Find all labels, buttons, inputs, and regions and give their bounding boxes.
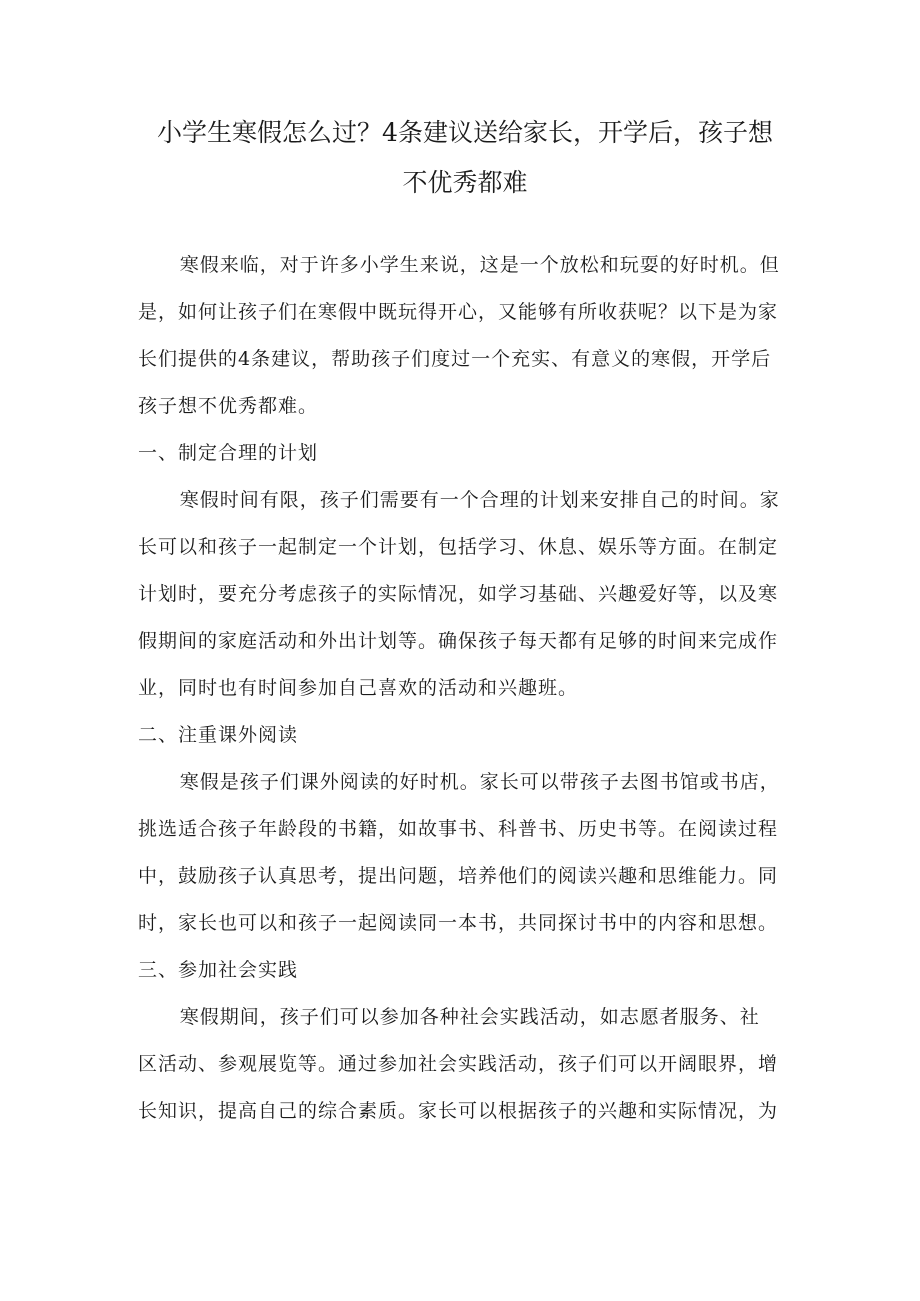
title-line-1: 小学生寒假怎么过？4条建议送给家长，开学后，孩子想: [157, 118, 773, 147]
paragraph-line: 寒假期间，孩子们可以参加各种社会实践活动，如志愿者服务、社: [179, 1006, 760, 1028]
paragraph-line: 时，家长也可以和孩子一起阅读同一本书，共同探讨书中的内容和思想。: [138, 912, 779, 934]
intro-line: 是，如何让孩子们在寒假中既玩得开心，又能够有所收获呢？以下是为家: [138, 301, 779, 323]
paragraph-line: 挑选适合孩子年龄段的书籍，如故事书、科普书、历史书等。在阅读过程: [138, 818, 779, 840]
section-3-paragraph: [138, 994, 788, 1135]
paragraph-line: 长可以和孩子一起制定一个计划，包括学习、休息、娱乐等方面。在制定: [138, 536, 779, 558]
paragraph-line: 寒假是孩子们课外阅读的好时机。家长可以带孩子去图书馆或书店，: [179, 771, 780, 793]
intro-line: 长们提供的4条建议，帮助孩子们度过一个充实、有意义的寒假，开学后: [138, 348, 772, 370]
paragraph-line: 假期间的家庭活动和外出计划等。确保孩子每天都有足够的时间来完成作: [138, 630, 779, 652]
paragraph-line: 计划时，要充分考虑孩子的实际情况，如学习基础、兴趣爱好等，以及寒: [138, 583, 779, 605]
paragraph-line: 寒假时间有限，孩子们需要有一个合理的计划来安排自己的时间。家: [179, 489, 780, 511]
paragraph-line: 业，同时也有时间参加自己喜欢的活动和兴趣班。: [138, 677, 579, 699]
section-3-heading: 三、参加社会实践: [138, 959, 299, 981]
intro-line: 寒假来临，对于许多小学生来说，这是一个放松和玩耍的好时机。但: [179, 254, 780, 276]
intro-line: 孩子想不优秀都难。: [138, 395, 319, 417]
section-2-paragraph: [138, 759, 788, 947]
section-2-heading: 二、注重课外阅读: [138, 724, 299, 746]
paragraph-line: 区活动、参观展览等。通过参加社会实践活动，孩子们可以开阔眼界，增: [138, 1053, 779, 1075]
title-line-2: 不优秀都难: [402, 168, 528, 197]
section-1-paragraph: [138, 477, 788, 712]
paragraph-line: 长知识，提高自己的综合素质。家长可以根据孩子的兴趣和实际情况，为: [138, 1100, 779, 1122]
document-title: [120, 108, 810, 208]
paragraph-line: 中，鼓励孩子认真思考，提出问题，培养他们的阅读兴趣和思维能力。同: [138, 865, 779, 887]
document-body: [138, 242, 788, 1135]
intro-paragraph: [138, 242, 788, 430]
section-1-heading: 一、制定合理的计划: [138, 442, 319, 464]
